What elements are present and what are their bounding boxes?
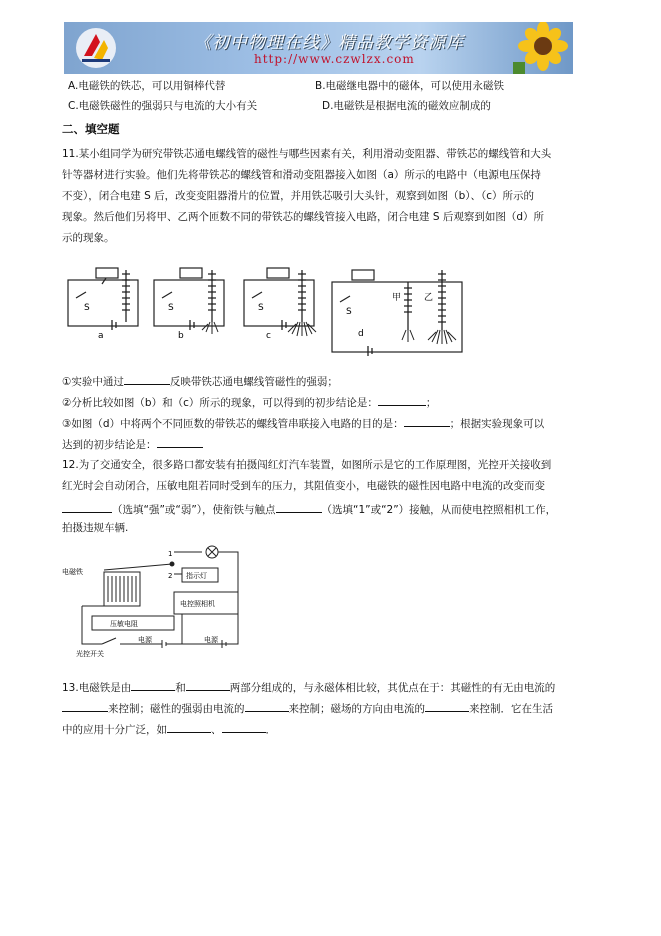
option-d: D.电磁铁是根据电流的磁效应制成的 xyxy=(322,100,491,112)
q13-line-3 xyxy=(62,720,276,737)
q11-line-4: 现象。然后他们另将甲、乙两个匝数不同的带铁芯的螺线管接入电路，闭合电建 S 后观察到如图（d）所 xyxy=(62,211,545,223)
label-contact-1: 1 xyxy=(168,550,173,558)
label-electromagnet: 电磁铁 xyxy=(62,568,83,576)
q11-sub-3-b: ；根据实验现象可以 xyxy=(449,418,545,430)
q11-sub-2 xyxy=(62,393,436,410)
answer-blank[interactable] xyxy=(131,678,175,691)
label-contact-2: 2 xyxy=(168,572,173,580)
q11-figure xyxy=(62,260,472,358)
q13-line-1 xyxy=(62,678,555,695)
answer-blank[interactable] xyxy=(62,500,112,513)
answer-blank[interactable] xyxy=(124,372,170,385)
option-a: A.电磁铁的铁芯，可以用铜棒代替 xyxy=(68,80,226,92)
q13-line-2-b: 来控制；磁场的方向由电流的 xyxy=(288,703,425,715)
fig-label-yi: 乙 xyxy=(424,293,434,303)
q11-sub-1-a: ①实验中通过 xyxy=(62,376,124,388)
fig-label-d: d xyxy=(358,329,364,339)
fig-label-c: c xyxy=(266,331,271,341)
q11-line-5: 示的现象。 xyxy=(62,232,115,244)
q12-line-2: 红光时会自动闭合，压敏电阻若同时受到车的压力，其阻值变小，电磁铁的磁性因电路中电流的改变而变 xyxy=(62,480,545,492)
fig-switch-label-c: S xyxy=(258,303,264,313)
label-power-1: 电源 xyxy=(138,636,152,644)
sunflower-icon xyxy=(513,22,571,74)
answer-blank[interactable] xyxy=(425,699,469,712)
fig-label-a: a xyxy=(98,331,104,341)
fig-switch-label-d: S xyxy=(346,307,352,317)
fig-label-jia: 甲 xyxy=(392,293,402,303)
q11-line-1: 11.某小组同学为研究带铁芯通电螺线管的磁性与哪些因素有关，利用滑动变阻器、带铁芯的螺线管和大头 xyxy=(62,148,552,160)
label-power-2: 电源 xyxy=(204,636,218,644)
q12-line-3-a: （选填“强”或“弱”），使衔铁与触点 xyxy=(112,504,276,516)
answer-blank[interactable] xyxy=(186,678,230,691)
q13-line-2-a: 来控制；磁性的强弱由电流的 xyxy=(108,703,245,715)
fig-label-b: b xyxy=(178,331,184,341)
q13-line-2 xyxy=(62,699,553,716)
q11-sub-3 xyxy=(62,414,544,431)
q12-line-3 xyxy=(62,500,556,517)
answer-blank[interactable] xyxy=(404,414,450,427)
option-c: C.电磁铁磁性的强弱只与电流的大小有关 xyxy=(68,100,258,112)
q11-line-2: 针等器材进行实验。他们先将带铁芯的螺线管和滑动变阻器接入如图（a）所示的电路中（电源电压保持 xyxy=(62,169,541,181)
q12-line-3-b: （选填“1”或“2”）接触，从而使电控照相机工作， xyxy=(321,504,557,516)
section-title: 二、填空题 xyxy=(62,122,120,136)
q13-line-1-c: 两部分组成的，与永磁体相比较，其优点在于：其磁性的有无由电流的 xyxy=(229,682,556,694)
answer-blank[interactable] xyxy=(378,393,426,406)
label-camera: 电控照相机 xyxy=(180,600,215,608)
q13-line-1-a: 13.电磁铁是由 xyxy=(62,682,132,694)
q13-line-3-c: ． xyxy=(265,724,276,736)
q13-line-3-b: 、 xyxy=(211,724,222,736)
banner-title: 《初中物理在线》精品教学资源库 xyxy=(194,33,464,53)
q11-sub-3-a: ③如图（d）中将两个不同匝数的带铁芯的螺线管串联接入电路的目的是： xyxy=(62,418,404,430)
label-indicator: 指示灯 xyxy=(186,572,207,580)
q11-line-3: 不变），闭合电建 S 后，改变变阻器滑片的位置，并用铁芯吸引大头针，观察到如图（b）、（c）所示的 xyxy=(62,190,535,202)
q12-line-1: 12.为了交通安全，很多路口都安装有拍摄闯红灯汽车装置，如图所示是它的工作原理图，光控开关接收到 xyxy=(62,459,552,471)
q12-line-4: 拍摄违规车辆. xyxy=(62,522,129,534)
q11-sub-1-b: 反映带铁芯通电螺线管磁性的强弱； xyxy=(169,376,338,388)
label-switch: 光控开关 xyxy=(76,650,104,658)
logo-icon xyxy=(74,26,118,70)
q11-sub-1 xyxy=(62,372,338,389)
answer-blank[interactable] xyxy=(167,720,211,733)
q11-sub-2-b: ； xyxy=(425,397,437,409)
answer-blank[interactable] xyxy=(245,699,289,712)
q13-line-2-c: 来控制．它在生活 xyxy=(469,703,553,715)
fig-switch-label-a: S xyxy=(84,303,90,313)
fig-switch-label-b: S xyxy=(168,303,174,313)
q11-sub-4-a: 达到的初步结论是： xyxy=(62,439,157,451)
answer-blank[interactable] xyxy=(157,435,203,448)
answer-blank[interactable] xyxy=(62,699,108,712)
header-banner xyxy=(64,22,573,74)
banner-url[interactable]: http://www.czwlzx.com xyxy=(254,52,415,66)
answer-blank[interactable] xyxy=(222,720,266,733)
label-pressure: 压敏电阻 xyxy=(110,620,138,628)
q13-line-1-b: 和 xyxy=(175,682,186,694)
answer-blank[interactable] xyxy=(276,500,322,513)
q11-sub-4 xyxy=(62,435,203,452)
option-b: B.电磁继电器中的磁体，可以使用永磁铁 xyxy=(315,80,505,92)
q11-sub-2-a: ②分析比较如图（b）和（c）所示的现象，可以得到的初步结论是： xyxy=(62,397,378,409)
q12-figure xyxy=(62,544,252,662)
q13-line-3-a: 中的应用十分广泛，如 xyxy=(62,724,167,736)
